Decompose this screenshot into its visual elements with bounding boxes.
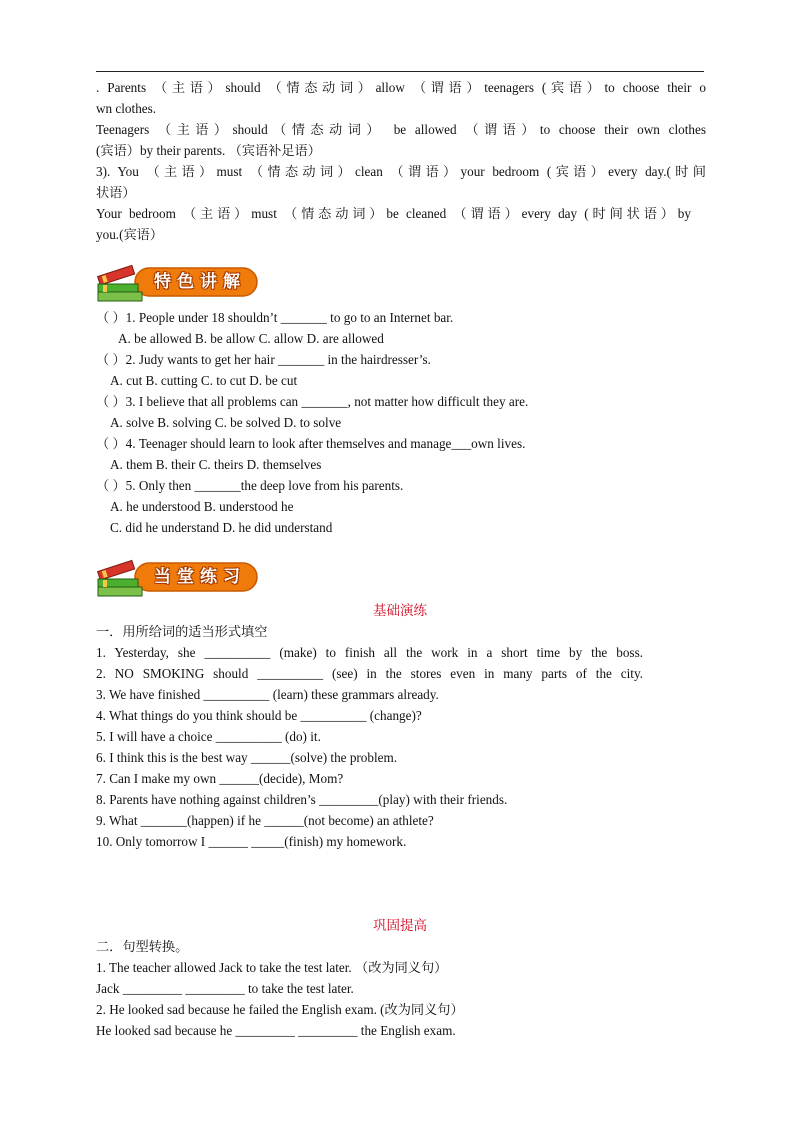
part1-heading: 一．用所给词的适当形式填空 <box>96 624 268 639</box>
fill-item-10: 10. Only tomorrow I ______ _____(finish) my homework. <box>96 834 407 849</box>
fill-item-7: 7. Can I make my own ______(decide), Mom? <box>96 771 344 786</box>
transform-item-2-answer: He looked sad because he _________ _________ the English exam. <box>96 1023 456 1038</box>
transform-item-1-answer: Jack _________ _________ to take the test later. <box>96 981 354 996</box>
transform-item-2: 2. He looked sad because he failed the English exam. (改为同义句） <box>96 1002 464 1017</box>
question-3: （ ）3. I believe that all problems can _______, not matter how difficult they are. <box>96 394 529 409</box>
fill-item-5: 5. I will have a choice __________ (do) it. <box>96 729 321 744</box>
section-badge-special <box>95 262 261 304</box>
question-3-options: A. solve B. solving C. be solved D. to solve <box>110 415 342 430</box>
fill-item-8: 8. Parents have nothing against children’s _________(play) with their friends. <box>96 792 508 807</box>
analysis-line-2: wn clothes. <box>96 101 157 116</box>
part2-heading: 二．句型转换。 <box>96 939 189 954</box>
question-2-options: A. cut B. cutting C. to cut D. be cut <box>110 373 298 388</box>
analysis-line-1: . Parents （主语）should （情态动词）allow （谓语）teenagers (宾语）to choose their o <box>96 80 706 95</box>
analysis-line-3: Teenagers （主语）should（情态动词） be allowed （谓语）to choose their own clothes <box>96 122 706 137</box>
analysis-line-4: (宾语）by their parents. （宾语补足语） <box>96 143 321 158</box>
analysis-line-6: 状语） <box>96 185 136 200</box>
fill-item-1: 1. Yesterday, she __________ (make) to finish all the work in a short time by the boss. <box>96 645 643 660</box>
section-title-special: 特色讲解 <box>154 272 246 292</box>
subtitle-basic: 基础演练 <box>373 603 427 618</box>
question-1: （ ）1. People under 18 shouldn’t _______ to go to an Internet bar. <box>96 310 454 325</box>
section-badge-practice <box>95 557 261 599</box>
analysis-line-7: Your bedroom （主语）must （情态动词）be cleaned （谓语）every day (时间状语）by <box>96 206 691 221</box>
analysis-line-8: you.(宾语） <box>96 227 164 242</box>
section-title-practice: 当堂练习 <box>154 567 246 587</box>
question-2: （ ）2. Judy wants to get her hair _______ in the hairdresser’s. <box>96 352 431 367</box>
question-4: （ ）4. Teenager should learn to look after themselves and manage___own lives. <box>96 436 526 451</box>
header-rule <box>96 71 704 72</box>
fill-item-4: 4. What things do you think should be __________ (change)? <box>96 708 422 723</box>
fill-item-2: 2. NO SMOKING should __________ (see) in the stores even in many parts of the city. <box>96 666 643 681</box>
question-5: （ ）5. Only then _______the deep love from his parents. <box>96 478 404 493</box>
fill-item-9: 9. What _______(happen) if he ______(not become) an athlete? <box>96 813 434 828</box>
question-1-options: A. be allowed B. be allow C. allow D. are allowed <box>118 331 384 346</box>
fill-item-6: 6. I think this is the best way ______(solve) the problem. <box>96 750 398 765</box>
question-5-options-a: A. he understood B. understood he <box>110 499 294 514</box>
analysis-line-5: 3). You （主语）must （情态动词）clean （谓语）your bedroom (宾语）every day.(时间 <box>96 164 706 179</box>
question-4-options: A. them B. their C. theirs D. themselves <box>110 457 322 472</box>
subtitle-consolidate: 巩固提高 <box>373 918 427 933</box>
fill-item-3: 3. We have finished __________ (learn) these grammars already. <box>96 687 439 702</box>
transform-item-1: 1. The teacher allowed Jack to take the test later. （改为同义句） <box>96 960 448 975</box>
question-5-options-c: C. did he understand D. he did understand <box>110 520 333 535</box>
